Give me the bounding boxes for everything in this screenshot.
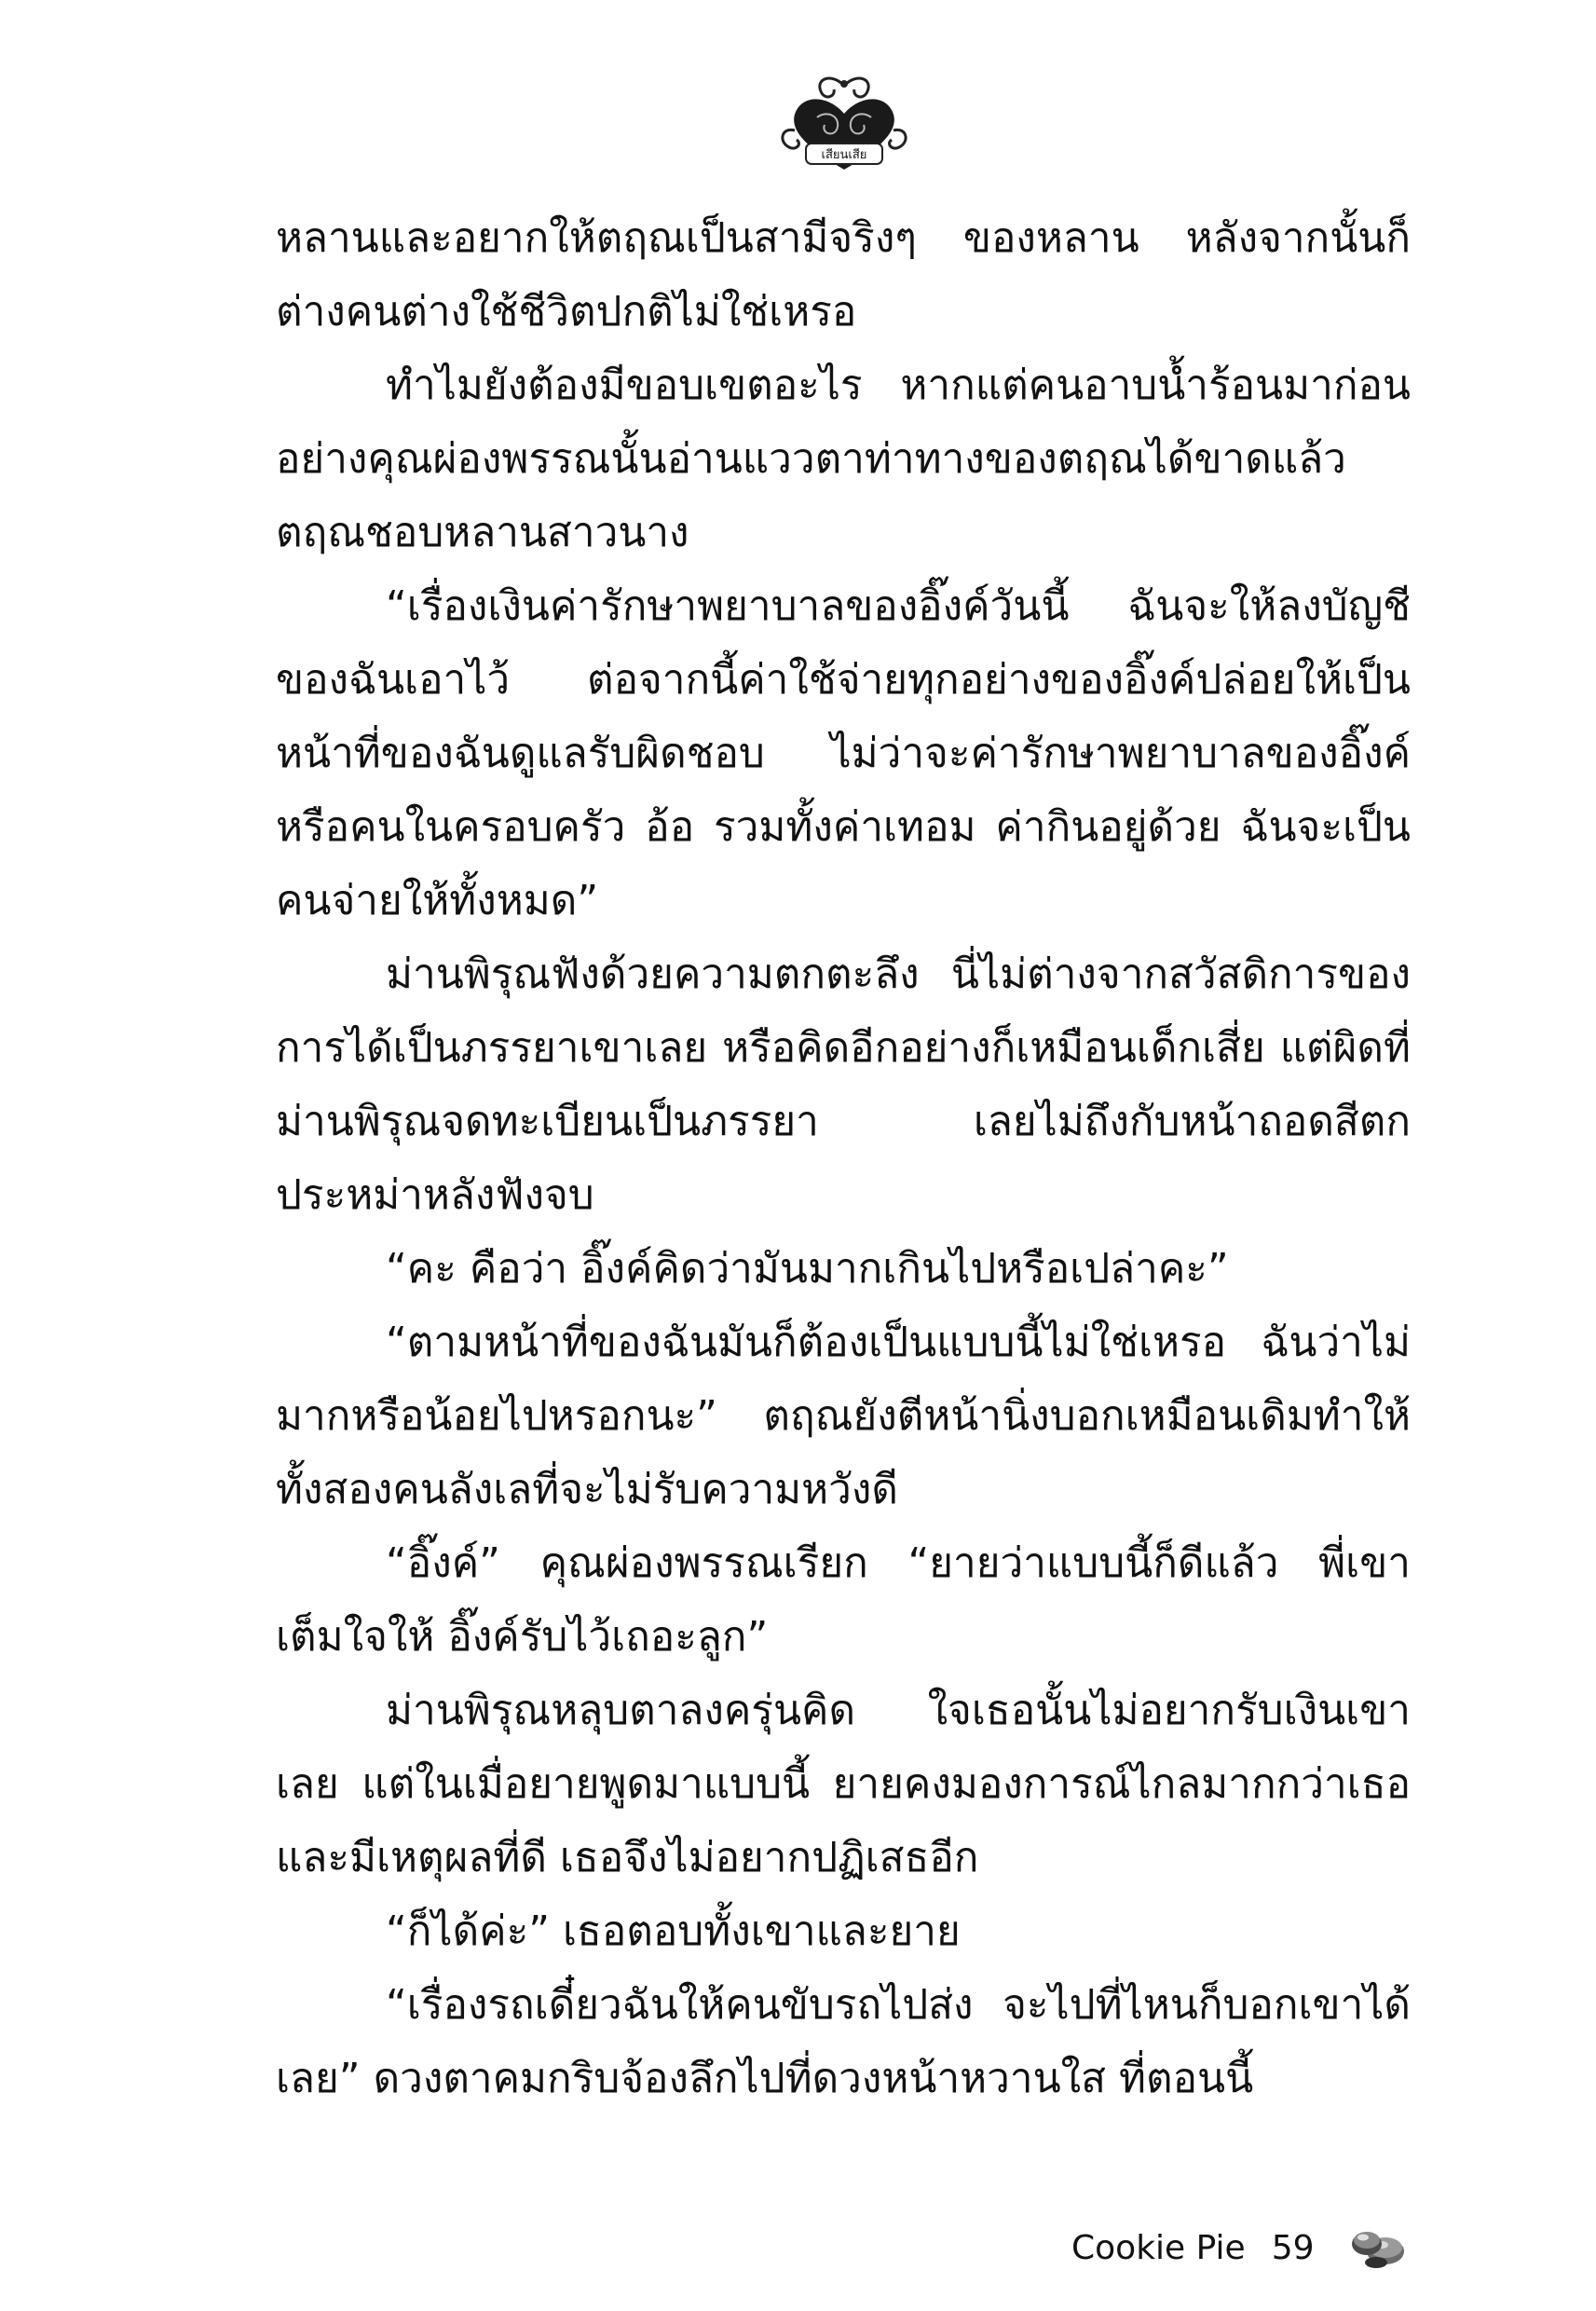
page-footer xyxy=(1071,2210,1425,2285)
body-text xyxy=(276,201,1411,2115)
ornate-heart-crest-icon xyxy=(774,73,914,177)
paragraph: “อิ๊งค์” คุณผ่องพรรณเรียก “ยายว่าแบบนี้ก็ดีแล้ว พี่เขาเต็มใจให้ อิ๊งค์รับไว้เถอะลูก” xyxy=(276,1539,1411,1661)
publisher-logo xyxy=(774,73,914,177)
paragraph: “เรื่องรถเดี๋ยวฉันให้คนขับรถไปส่ง จะไปที่ไหนก็บอกเขาได้เลย” ดวงตาคมกริบจ้องลึกไปที่ดวงหน้าหวานใส ที่ตอนนี้ xyxy=(276,1981,1411,2102)
paragraph: “ก็ได้ค่ะ” เธอตอบทั้งเขาและยาย xyxy=(386,1908,961,1955)
paragraph: “คะ คือว่า อิ๊งค์คิดว่ามันมากเกินไปหรือเปล่าคะ” xyxy=(386,1245,1229,1292)
paragraph: “เรื่องเงินค่ารักษาพยาบาลของอิ๊งค์วันนี้ ฉันจะให้ลงบัญชีของฉันเอาไว้ ต่อจากนี้ค่าใช้จ่ายทุกอย่างของอิ๊งค์ปล่อยให้เป็นหน้าที่ของฉันดูแลรับผิดชอบ ไม่ว่าจะค่ารักษาพยาบาลของอิ๊งค์ หรือคนในครอบครัว อ้อ รวมทั้งค่าเทอม ค่ากินอยู่ด้วย ฉันจะเป็นคนจ่ายให้ทั้งหมด” xyxy=(276,582,1411,924)
logo-text: เสียนเสีย xyxy=(821,148,867,162)
cookie-pie-icon xyxy=(1348,2223,1408,2272)
paragraph: ม่านพิรุณฟังด้วยความตกตะลึง นี่ไม่ต่างจากสวัสดิการของการได้เป็นภรรยาเขาเลย หรือคิดอีกอย่างก็เหมือนเด็กเสี่ย แต่ผิดที่ม่านพิรุณจดทะเบียนเป็นภรรยา เลยไม่ถึงกับหน้าถอดสีตกประหม่าหลังฟังจบ xyxy=(276,950,1411,1219)
paragraph: “ตามหน้าที่ของฉันมันก็ต้องเป็นแบบนี้ไม่ใช่เหรอ ฉันว่าไม่มากหรือน้อยไปหรอกนะ” ตฤณยังตีหน้านิ่งบอกเหมือนเดิมทำให้ทั้งสองคนลังเลที่จะไม่รับความหวังดี xyxy=(276,1319,1411,1513)
publisher-name: Cookie Pie xyxy=(1071,2228,1246,2267)
page-number: 59 xyxy=(1271,2228,1315,2267)
paragraph: ม่านพิรุณหลุบตาลงครุ่นคิด ใจเธอนั้นไม่อยากรับเงินเขาเลย แต่ในเมื่อยายพูดมาแบบนี้ ยายคงมองการณ์ไกลมากกว่าเธอและมีเหตุผลที่ดี เธอจึงไม่อยากปฏิเสธอีก xyxy=(276,1687,1411,1881)
paragraph: หลานและอยากให้ตฤณเป็นสามีจริงๆ ของหลาน หลังจากนั้นก็ต่างคนต่างใช้ชีวิตปกติไม่ใช่เหรอ xyxy=(276,214,1411,335)
paragraph: ทำไมยังต้องมีขอบเขตอะไร หากแต่คนอาบน้ำร้อนมาก่อนอย่างคุณผ่องพรรณนั้นอ่านแววตาท่าทางของตฤณได้ขาดแล้ว ตฤณชอบหลานสาวนาง xyxy=(276,362,1411,556)
